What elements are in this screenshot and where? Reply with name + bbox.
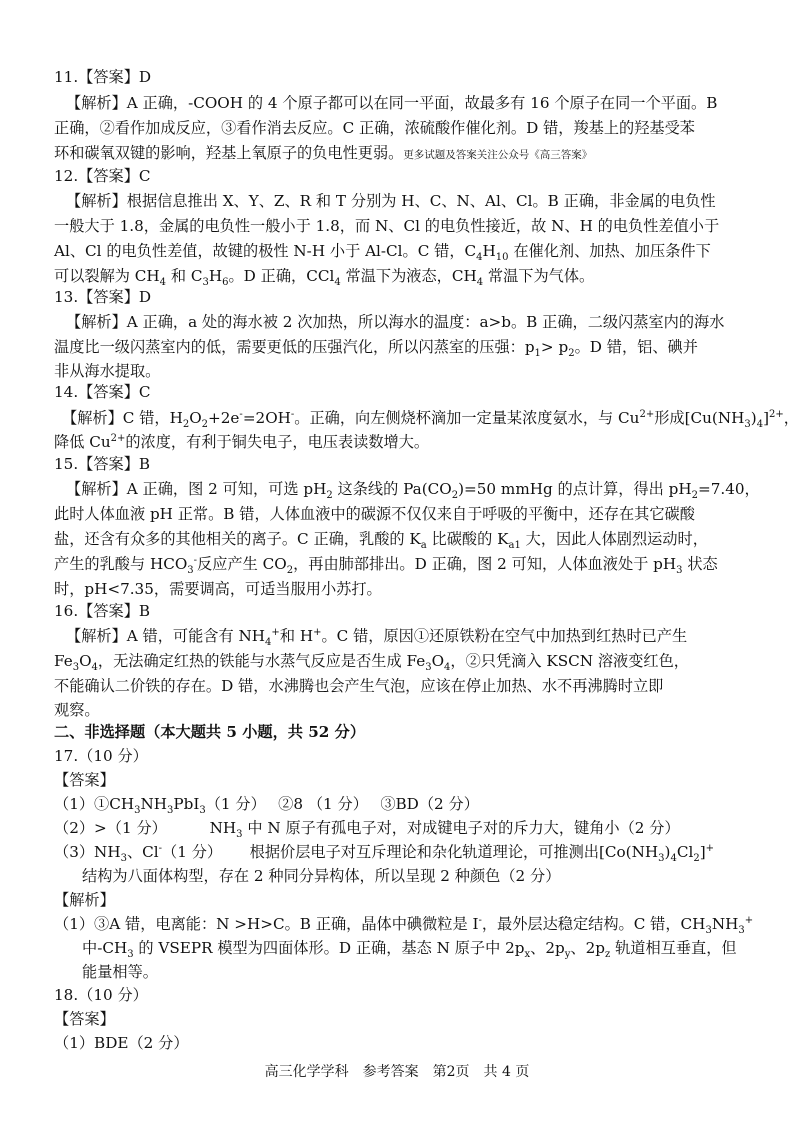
text-run: ，	[783, 409, 799, 427]
text-run: O	[431, 652, 445, 670]
text-run: 常温下为液态，CH	[340, 267, 477, 285]
text-run: =7.40，	[698, 480, 760, 498]
text-run: （3）NH	[54, 843, 121, 861]
superscript: -	[478, 914, 482, 926]
text-run: 轨道相互垂直，但	[610, 939, 737, 957]
q12-analysis-line: 一般大于 1.8，金属的电负性一般小于 1.8，而 N、Cl 的电负性接近，故 N、H 的电负性差值小于	[54, 217, 720, 235]
superscript: +	[705, 842, 715, 854]
text-run: O	[189, 409, 202, 427]
subscript: 4	[91, 662, 98, 674]
text-run: 。正确，向左侧烧杯滴加一定量某浓度氨水，与 Cu	[294, 409, 640, 427]
text-run: 形成[Cu(NH	[654, 409, 745, 427]
subscript: 4	[265, 637, 272, 649]
subscript: 2	[201, 419, 209, 431]
subscript: z	[604, 949, 611, 961]
text-run: 【解析】A 错，可能含有 NH	[66, 627, 266, 645]
text-run: H	[482, 242, 496, 260]
text-run: 和 H	[279, 627, 314, 645]
text-run: 比碳酸的 K	[426, 530, 509, 548]
subscript: 4	[476, 277, 484, 289]
subscript: 4	[159, 277, 167, 289]
text-run: ，②只凭滴入 KSCN 溶液变红色，	[450, 652, 689, 670]
text-run: 的浓度，有利于铜失电子，电压表读数增大。	[125, 433, 430, 451]
subscript: 10	[495, 252, 509, 264]
page-footer: 高三化学学科 参考答案 第2页 共 4 页	[264, 1064, 530, 1080]
text-run: 、2p	[530, 939, 565, 957]
q17-analysis-label: 【解析】	[54, 891, 115, 909]
q11-answer: 11.【答案】D	[54, 68, 152, 86]
text-run: （1）①CH	[54, 795, 135, 813]
subscript: 3	[658, 853, 665, 865]
text-run: NH	[140, 795, 168, 813]
subscript: 4	[756, 419, 764, 431]
q11-analysis-line: 正确，②看作加成反应，③看作消去反应。C 正确，浓硫酸作催化剂。D 错，羧基上的羟基受苯	[54, 119, 695, 137]
q15-analysis-line	[54, 552, 718, 576]
text-run: )	[664, 843, 671, 861]
subscript: 4	[444, 662, 451, 674]
q17-header: 17.（10 分）	[54, 747, 148, 765]
text-run: =2OH	[242, 409, 291, 427]
subscript: 3	[744, 419, 751, 431]
q14-answer: 14.【答案】C	[54, 383, 151, 401]
q17-answer-line	[54, 840, 714, 864]
q18-answer-label: 【答案】	[54, 1010, 115, 1028]
subscript: 2	[286, 565, 294, 577]
text-run: 和 C	[166, 267, 203, 285]
q14-analysis-line	[62, 406, 799, 430]
text-run: 产生的乳酸与 HCO	[54, 555, 188, 573]
subscript: 3	[705, 925, 712, 937]
text-run: +2e	[208, 409, 240, 427]
q11-analysis-line: 【解析】A 正确，-COOH 的 4 个原子都可以在同一平面，故最多有 16 个原子在同一个平面。B	[66, 94, 718, 112]
subscript: 3	[236, 829, 243, 841]
subscript: 2	[326, 490, 333, 502]
subscript: x	[524, 949, 531, 961]
text-run: ]	[763, 409, 770, 427]
subscript: 4	[334, 277, 341, 289]
text-run: 。D 错，铝、碘并	[574, 338, 698, 356]
q17-answer-line: 结构为八面体构型，存在 2 种同分异构体，所以呈现 2 种颜色（2 分）	[82, 867, 561, 885]
text-run: 常温下为气体。	[483, 267, 595, 285]
q17-analysis-line: 能量相等。	[82, 963, 158, 981]
text-run: 降低 Cu	[54, 433, 111, 451]
text-run: ，最外层达稳定结构。C 错，CH	[481, 915, 706, 933]
q15-answer: 15.【答案】B	[54, 455, 151, 473]
superscript: -	[290, 408, 295, 420]
q18-header: 18.（10 分）	[54, 986, 148, 1004]
superscript: -	[193, 554, 198, 566]
subscript: 3	[72, 662, 80, 674]
superscript: 2+	[639, 408, 655, 420]
q12-analysis-line: 【解析】根据信息推出 X、Y、Z、R 和 T 分别为 H、C、N、Al、Cl。B 正确，非金属的电负性	[66, 192, 716, 210]
subscript: 3	[187, 565, 194, 577]
text-run: ，无法确定红热的铁能与水蒸气反应是否生成 Fe	[97, 652, 426, 670]
text-run: 这条线的 Pa(CO	[332, 480, 452, 498]
subscript: 3	[202, 277, 209, 289]
text-run: H	[208, 267, 223, 285]
subscript: 3	[167, 805, 174, 817]
text-run: 。C 错，原因①还原铁粉在空气中加热到红热时已产生	[321, 627, 688, 645]
text-run: O	[79, 652, 92, 670]
section-heading: 二、非选择题（本大题共 5 小题，共 52 分）	[54, 723, 366, 741]
subscript: 6	[222, 277, 229, 289]
subscript: 3	[199, 805, 206, 817]
q11-promo: 更多试题及答案关注公众号《高三答案》	[403, 149, 593, 161]
q17-answer-line	[54, 816, 680, 840]
subscript: 4	[476, 252, 483, 264]
q16-answer: 16.【答案】B	[54, 602, 151, 620]
subscript: a1	[508, 540, 521, 552]
subscript: 3	[425, 662, 432, 674]
text-run: 温度比一级闪蒸室内的低，需要更低的压强汽化，所以闪蒸室的压强：p	[54, 338, 535, 356]
q17-analysis-line	[54, 912, 753, 936]
text-run: 在催化剂、加热、加压条件下	[508, 242, 711, 260]
q13-analysis-line: 【解析】A 正确，a 处的海水被 2 次加热，所以海水的温度：a>b。B 正确，二级闪蒸室内的海水	[66, 313, 725, 331]
q12-answer: 12.【答案】C	[54, 167, 151, 185]
q17-answer-label: 【答案】	[54, 771, 115, 789]
text-run: > p	[540, 338, 569, 356]
q16-analysis-line: 观察。	[54, 701, 100, 719]
text-run: ，再由肺部排出。D 正确，图 2 可知，人体血液处于 pH	[293, 555, 677, 573]
q15-analysis-line	[54, 527, 708, 551]
text-run: 的 VSEPR 模型为四面体形。D 正确，基态 N 原子中 2p	[133, 939, 525, 957]
subscript: a	[420, 540, 427, 552]
text-run: （2）>（1 分） NH	[54, 819, 237, 837]
subscript: 3	[676, 565, 683, 577]
text-run: 【解析】A 正确，图 2 可知，可选 pH	[66, 480, 327, 498]
q18-answer-line: （1）BDE（2 分）	[54, 1034, 189, 1052]
subscript: 2	[691, 490, 698, 502]
subscript: y	[564, 949, 571, 961]
subscript: 2	[568, 348, 575, 360]
q15-analysis-line: 时，pH<7.35，需要调高，可适当服用小苏打。	[54, 580, 382, 598]
superscript: 2+	[110, 432, 126, 444]
text-run: 、2p	[570, 939, 605, 957]
text-run: （1 分） 根据价层电子对互斥理论和杂化轨道理论，可推测出[Co(NH	[162, 843, 659, 861]
q17-analysis-line	[82, 936, 737, 960]
q15-analysis-line: 此时人体血液 pH 正常。B 错，人体血液中的碳源不仅仅来自于呼吸的平衡中，还存在其它碳酸	[54, 505, 695, 523]
q13-analysis-line: 非从海水提取。	[54, 362, 161, 380]
text-run: 。D 正确，CCl	[228, 267, 335, 285]
text-run: 【解析】C 错，H	[62, 409, 183, 427]
text-run: NH	[711, 915, 739, 933]
superscript: -	[239, 408, 243, 420]
text-run: )	[750, 409, 757, 427]
text-run: Cl	[676, 843, 694, 861]
subscript: 3	[134, 805, 141, 817]
superscript: +	[271, 626, 280, 638]
subscript: 2	[693, 853, 700, 865]
subscript: 3	[120, 853, 127, 865]
superscript: +	[313, 626, 322, 638]
subscript: 4	[670, 853, 677, 865]
text-run: 大，因此人体剧烈运动时，	[520, 530, 708, 548]
text-run: 、Cl	[126, 843, 159, 861]
text-run: （1 分） ②8 （1 分） ③BD（2 分）	[205, 795, 479, 813]
superscript: 2+	[769, 408, 784, 420]
q17-answer-line	[54, 792, 479, 816]
text-run: 盐，还含有众多的其他相关的离子。C 正确，乳酸的 K	[54, 530, 421, 548]
text-run: 中-CH	[82, 939, 128, 957]
q16-analysis-line	[54, 649, 689, 673]
q14-analysis-line	[54, 430, 429, 454]
subscript: 3	[127, 949, 134, 961]
q16-analysis-line: 不能确认二价铁的存在。D 错，水沸腾也会产生气泡，应该在停止加热、水不再沸腾时立即	[54, 677, 664, 695]
text-run: 中 N 原子有孤电子对，对成键电子对的斥力大，键角小（2 分）	[242, 819, 680, 837]
superscript: -	[158, 842, 163, 854]
q11-analysis-text: 环和碳氧双键的影响，羟基上氧原子的负电性更弱。	[54, 144, 404, 162]
q13-analysis-line	[54, 335, 698, 359]
subscript: 1	[534, 348, 541, 360]
text-run: PbI	[173, 795, 200, 813]
text-run: )=50 mmHg 的点计算，得出 pH	[458, 480, 692, 498]
subscript: 2	[182, 419, 190, 431]
text-run: ]	[699, 843, 706, 861]
q15-analysis-line	[66, 477, 760, 501]
text-run: 状态	[682, 555, 718, 573]
q12-analysis-line	[54, 239, 711, 263]
subscript: 3	[738, 925, 745, 937]
text-run: Fe	[54, 652, 73, 670]
text-run: Al、Cl 的电负性差值，故键的极性 N-H 小于 Al-Cl。C 错，C	[54, 242, 477, 260]
text-run: （1）③A 错，电离能：N >H>C。B 正确，晶体中碘微粒是 I	[54, 915, 479, 933]
superscript: +	[744, 914, 754, 926]
text-run: 可以裂解为 CH	[54, 267, 160, 285]
q13-answer: 13.【答案】D	[54, 288, 152, 306]
q16-analysis-line	[66, 624, 687, 648]
subscript: 2	[451, 490, 459, 502]
text-run: 反应产生 CO	[197, 555, 287, 573]
